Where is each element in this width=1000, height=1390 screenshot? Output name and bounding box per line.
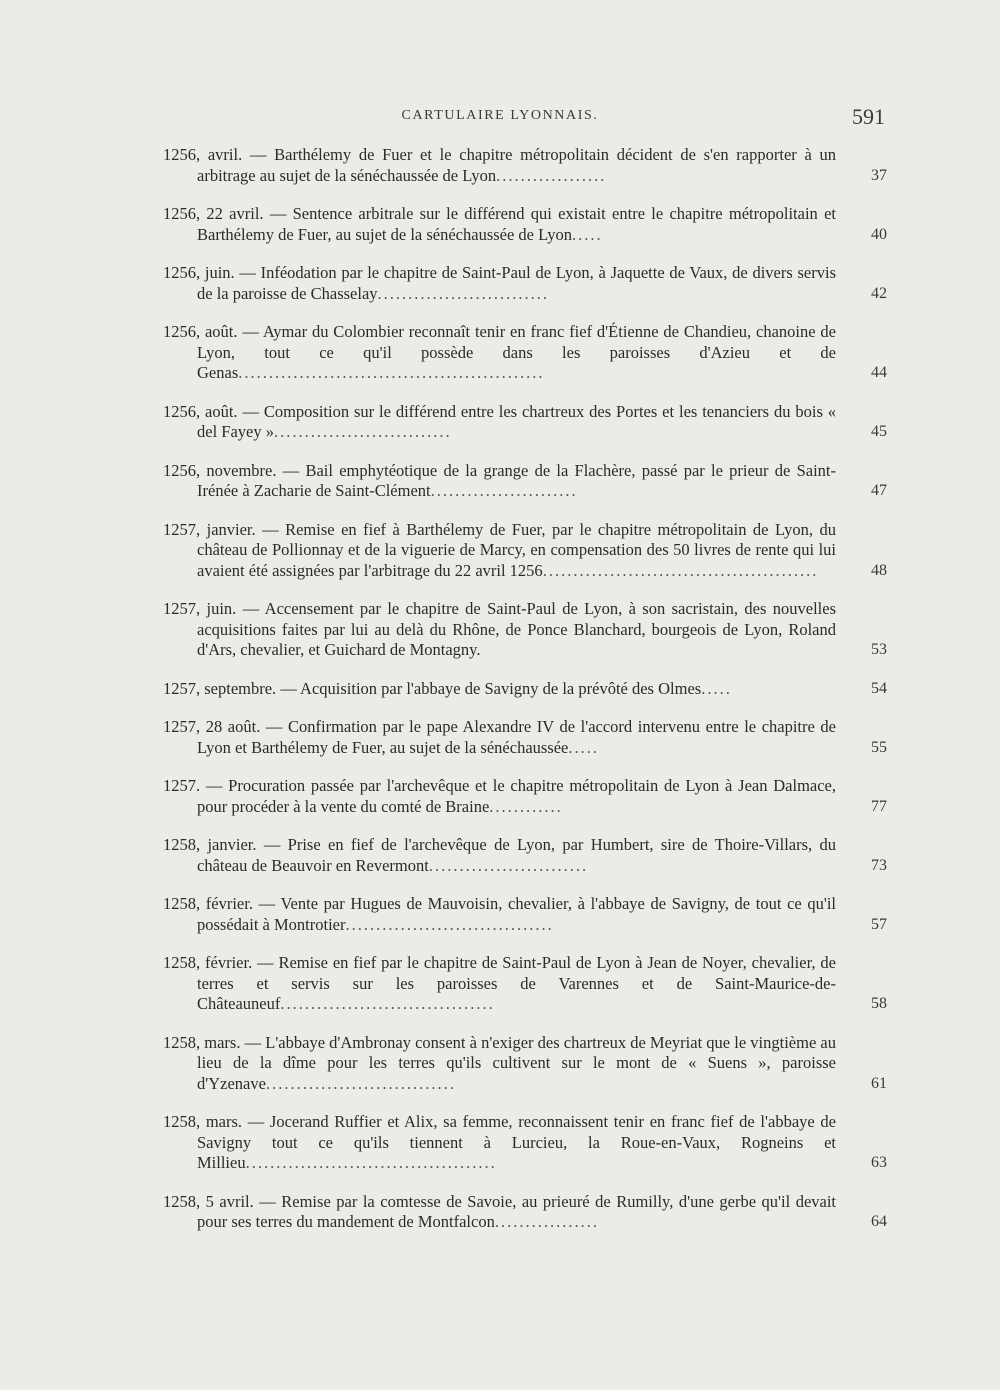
entry-year: 1258, [163, 894, 206, 913]
entry-ref: 58 [871, 995, 887, 1012]
dot-leader: ............................................. [542, 560, 819, 580]
dot-leader: ............................ [377, 283, 550, 303]
entry-description: — Prise en fief de l'archevêque de Lyon, par Humbert, sire de Thoire-Villars, du château de Beauvoir en Revermont [197, 835, 837, 875]
list-item [0, 1192, 1000, 1233]
dot-leader: ............ [489, 796, 563, 816]
entry-date: novembre. [206, 460, 277, 480]
entry-text [163, 717, 836, 758]
list-item [0, 1112, 1000, 1174]
dot-leader: .................. [496, 165, 607, 185]
entry-description: — Confirmation par le pape Alexandre IV de l'accord intervenu entre le chapitre de Lyon et Barthélemy de Fuer, au sujet de la sénéchaussée [197, 717, 836, 757]
entry-description: — L'abbaye d'Ambronay consent à n'exiger des chartreux de Meyriat que le vingtième au lieu de la dîme pour les terres qu'ils cultivent sur le mont de « Suens », paroisse d'Yzenave [197, 1032, 836, 1093]
entry-year: 1258, [163, 1112, 206, 1131]
entries-list [0, 145, 1000, 1251]
dot-leader: ..... [572, 224, 603, 244]
entry-description: — Barthélemy de Fuer et le chapitre métropolitain décident de s'en rapporter à un arbitrage au sujet de la sénéchaussée de Lyon [197, 145, 837, 185]
entry-ref: 37 [871, 166, 887, 184]
entry-date: 22 avril. [206, 204, 264, 223]
entry-text [163, 263, 836, 304]
entry-date: mars. [205, 1112, 243, 1131]
entry-text [163, 204, 836, 245]
entry-date: septembre. [204, 678, 277, 698]
entry-text [163, 776, 836, 817]
dot-leader: ................. [494, 1212, 599, 1231]
dot-leader: ................................... [280, 994, 495, 1013]
entry-date: janvier. [206, 519, 256, 539]
list-item [0, 717, 1000, 758]
entry-year: 1258, [163, 1191, 206, 1211]
list-item [0, 776, 1000, 817]
entry-year: 1256, [163, 263, 205, 282]
entry-description: — Jocerand Ruffier et Alix, sa femme, reconnaissent tenir en franc fief de l'abbaye de Savigny tout ce qu'ils tiennent à Lurcieu, la Roue-en-Vaux, Rogneins et Millieu [197, 1112, 836, 1172]
list-item [0, 263, 1000, 304]
entry-date: août. [205, 401, 238, 421]
list-item [0, 894, 1000, 935]
entry-text [163, 145, 836, 186]
entry-text [163, 599, 836, 661]
entry-ref: 73 [871, 856, 887, 874]
list-item [0, 599, 1000, 661]
entry-text [163, 953, 836, 1015]
entry-text [163, 679, 836, 700]
list-item [0, 322, 1000, 384]
entry-text [163, 835, 836, 876]
entry-year: 1256, [163, 401, 206, 421]
list-item [0, 835, 1000, 876]
page-number: 591 [852, 104, 885, 129]
dot-leader: ..... [568, 737, 600, 757]
entry-ref: 54 [871, 679, 887, 697]
dot-leader: ........................ [430, 481, 578, 500]
list-item [0, 1033, 1000, 1095]
entry-ref: 45 [871, 423, 887, 440]
dot-leader: ..... [701, 678, 732, 698]
entry-ref: 42 [871, 284, 887, 302]
list-item [0, 953, 1000, 1015]
list-item [0, 461, 1000, 502]
entry-ref: 61 [871, 1074, 887, 1092]
entry-ref: 44 [871, 364, 887, 381]
entry-date: juin. [206, 599, 237, 618]
entry-description: — Accensement par le chapitre de Saint-Paul de Lyon, à son sacristain, des nouvelles acquisitions faites par lui au delà du Rhône, de Ponce Blanchard, bourgeois de Lyon, Roland d'Ars, chevalier, et Guichard de Montagny. [197, 599, 837, 659]
list-item [0, 520, 1000, 582]
entry-text [163, 1112, 836, 1174]
entry-description: — Remise par la comtesse de Savoie, au prieuré de Rumilly, d'une gerbe qu'il devait pour ses terres du mandement de Montfalcon [197, 1191, 837, 1231]
entry-description: — Composition sur le différend entre les chartreux des Portes et les tenanciers du bois « del Fayey » [197, 401, 837, 441]
entry-year: 1258, [163, 1032, 205, 1052]
entry-date: janvier. [207, 835, 257, 854]
entry-date: 5 avril. [205, 1191, 254, 1211]
entry-year: 1257, [163, 599, 207, 618]
entry-ref: 40 [871, 225, 887, 243]
list-item [0, 204, 1000, 245]
entry-date: février. [205, 894, 253, 913]
entry-description: — Procuration passée par l'archevêque et le chapitre métropolitain de Lyon à Jean Dalmace, pour procéder à la vente du comté de Braine [197, 776, 836, 816]
entry-description: — Acquisition par l'abbaye de Savigny de la prévôté des Olmes [276, 678, 702, 698]
entry-text [163, 1192, 836, 1233]
entry-description: — Inféodation par le chapitre de Saint-Paul de Lyon, à Jaquette de Vaux, de divers servis de la paroisse de Chasselay [197, 263, 836, 303]
dot-leader: .................................. [345, 914, 554, 934]
list-item [0, 679, 1000, 700]
entry-ref: 47 [871, 482, 887, 499]
entry-ref: 64 [871, 1213, 887, 1230]
dot-leader: ............................... [265, 1073, 456, 1093]
entry-ref: 48 [871, 561, 887, 579]
entry-year: 1258, [163, 953, 206, 972]
entry-year: 1256, [163, 460, 207, 480]
entry-text [163, 402, 836, 443]
entry-description: — Remise en fief par le chapitre de Saint-Paul de Lyon à Jean de Noyer, chevalier, de terres et servis sur les paroisses de Varennes et de Saint-Maurice-de-Châteauneuf [197, 953, 837, 1013]
entry-date: juin. [204, 263, 235, 282]
entry-description: — Aymar du Colombier reconnaît tenir en franc fief d'Étienne de Chandieu, chanoine de Lyon, tout ce qu'il possède dans les paroisses d'Azieu et de Genas [197, 322, 836, 382]
dot-leader: ............................. [273, 422, 452, 441]
entry-description: — Vente par Hugues de Mauvoisin, chevalier, à l'abbaye de Savigny, de tout ce qu'il possédait à Montrotier [197, 894, 837, 934]
entry-description: — Remise en fief à Barthélemy de Fuer, par le chapitre métropolitain de Lyon, du château de Pollionnay et de la viguerie de Marcy, en compensation des 50 livres de rente qui lui avaient été assignées par l'arbitrage du 22 avril 1256 [197, 519, 836, 580]
running-title: CARTULAIRE LYONNAIS. [401, 108, 599, 123]
entry-description: — Sentence arbitrale sur le différend qui existait entre le chapitre métropolitain et Barthélemy de Fuer, au sujet de la sénéchaussée de Lyon [197, 204, 836, 244]
entry-ref: 57 [871, 915, 887, 933]
dot-leader: ......................................... [245, 1153, 497, 1172]
entry-description: — Bail emphytéotique de la grange de la Flachère, passé par le prieur de Saint-Irénée à Zacharie de Saint-Clément [197, 460, 837, 500]
entry-text [163, 322, 836, 384]
entry-ref: 77 [871, 797, 887, 815]
entry-text [163, 461, 836, 502]
list-item [0, 145, 1000, 186]
entry-year: 1257, [163, 678, 205, 698]
entry-ref: 63 [871, 1154, 887, 1171]
entry-year: 1257, [163, 717, 206, 736]
dot-leader: .......................... [428, 855, 589, 875]
entry-date: mars. [204, 1032, 241, 1052]
entry-year: 1258, [163, 835, 208, 854]
entry-year: 1256, [163, 204, 207, 223]
entry-ref: 53 [871, 641, 887, 658]
entry-year: 1256, [163, 145, 208, 164]
entry-text [163, 520, 836, 582]
entry-date: 28 août. [205, 717, 261, 736]
entry-year: 1256, [163, 322, 205, 341]
entry-date: février. [205, 953, 253, 972]
entry-year: 1257, [163, 519, 207, 539]
list-item [0, 402, 1000, 443]
entry-year: 1257. [163, 776, 201, 795]
dot-leader: .................................................. [238, 363, 545, 382]
entry-date: avril. [207, 145, 243, 164]
entry-ref: 55 [871, 738, 887, 756]
entry-text [163, 1033, 836, 1095]
entry-text [163, 894, 836, 935]
entry-date: août. [204, 322, 238, 341]
